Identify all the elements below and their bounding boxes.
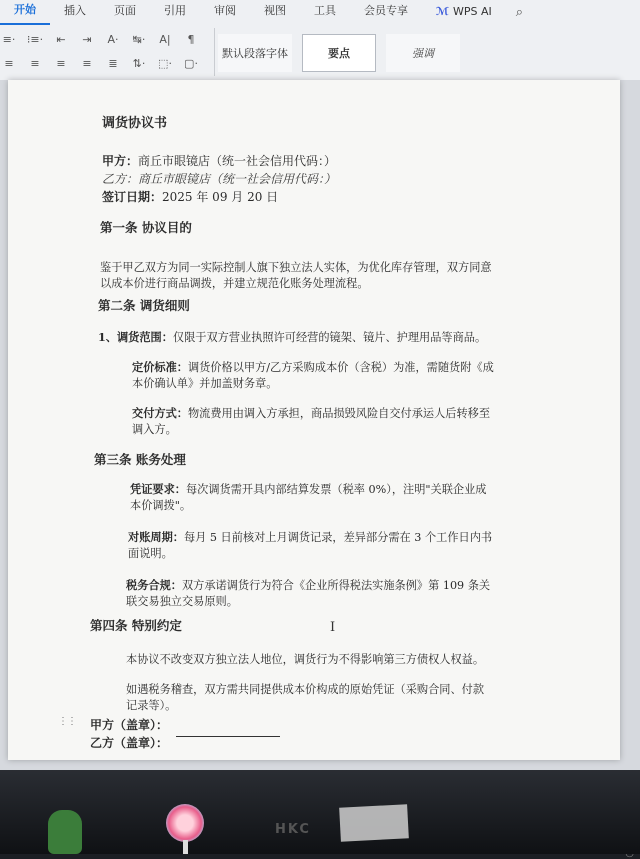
article-4-para1: 本协议不改变双方独立法人地位，调货行为不得影响第三方债权人权益。 — [126, 653, 485, 666]
line-spacing-icon[interactable]: ⇅· — [132, 56, 146, 70]
pricing-text-1: 调货价格以甲方/乙方采购成本价（含税）为准，需随货附《成 — [187, 361, 494, 374]
drag-handle-icon[interactable]: ⋮⋮ — [58, 716, 76, 727]
article-3-heading: 第三条 账务处理 — [94, 452, 186, 467]
doc-title: 调货协议书 — [102, 116, 168, 131]
numbered-list-icon[interactable]: ⁝≡· — [26, 32, 44, 46]
paragraph-tools — [0, 26, 215, 78]
align-right-icon[interactable]: ≡ — [56, 56, 66, 70]
recon-line1 — [128, 530, 492, 545]
decrease-indent-icon[interactable]: ⇤ — [56, 32, 66, 46]
tax-text-1: 双方承诺调货行为符合《企业所得税法实施条例》第 109 条关 — [181, 579, 491, 592]
seal-party-b: 乙方（盖章）： — [90, 736, 169, 750]
seal-party-a: 甲方（盖章）： — [90, 718, 169, 732]
article-4-para2-line2: 记录等）。 — [126, 699, 177, 712]
text-cursor-icon: I — [330, 620, 336, 635]
lollipop-stick — [183, 840, 188, 854]
wps-ai-icon: ℳ — [436, 5, 450, 18]
tax-label: 税务合规： — [126, 578, 182, 592]
shading-icon[interactable]: ⬚· — [158, 56, 172, 70]
justify-icon[interactable]: ≡ — [82, 56, 92, 70]
recon-line2: 面说明。 — [128, 547, 173, 560]
party-a-line — [102, 154, 336, 169]
green-figure-toy — [48, 810, 82, 854]
tab-wps-ai-label: WPS AI — [453, 5, 492, 18]
monitor-sticker — [339, 804, 409, 842]
tab-references[interactable]: 引用 — [164, 4, 186, 17]
tab-tools[interactable]: 工具 — [314, 4, 336, 17]
border-icon[interactable]: ▢· — [184, 56, 198, 70]
monitor-brand: HKC — [275, 822, 311, 837]
article-1-para-line2: 以成本价进行商品调拨，并建立规范化账务处理流程。 — [100, 277, 369, 290]
style-key-point[interactable]: 要点 — [302, 34, 376, 72]
voucher-line2: 本价调拨"。 — [130, 499, 192, 512]
text-direction-icon[interactable]: A| — [159, 32, 171, 46]
tab-home[interactable]: 开始 — [0, 0, 50, 25]
style-gallery — [218, 34, 460, 72]
article-1-heading: 第一条 协议目的 — [100, 220, 192, 235]
bullet-list-icon[interactable]: ≡· — [2, 32, 16, 46]
article-2-heading: 第二条 调货细则 — [98, 298, 190, 313]
show-marks-icon[interactable]: ¶ — [187, 32, 195, 46]
scope-label: 1、调货范围： — [98, 330, 173, 344]
tab-insert[interactable]: 插入 — [64, 4, 86, 17]
pricing-line1 — [132, 360, 494, 375]
scope-line — [98, 330, 486, 345]
party-a-text: 商丘市眼镜店（统一社会信用代码：） — [138, 154, 337, 168]
align-left-icon[interactable]: ≡ — [4, 56, 14, 70]
tab-view[interactable]: 视图 — [264, 4, 286, 17]
party-a-label: 甲方： — [102, 154, 139, 168]
ribbon-toolbar — [0, 0, 640, 81]
pricing-line2: 本价确认单》并加盖财务章。 — [132, 377, 278, 390]
recon-text-1: 每月 5 日前核对上月调货记录，差异部分需在 3 个工作日内书 — [183, 531, 493, 544]
align-center-icon[interactable]: ≡ — [30, 56, 40, 70]
search-icon[interactable]: ⌕ — [515, 4, 524, 20]
tab-member[interactable]: 会员专享 — [364, 4, 408, 17]
article-1-para-line1: 鉴于甲乙双方为同一实际控制人旗下独立法人实体，为优化库存管理，双方同意 — [100, 261, 492, 274]
document-page[interactable] — [8, 80, 620, 760]
voucher-text-1: 每次调货需开具内部结算发票（税率 0%），注明"关联企业成 — [185, 483, 487, 496]
scope-text: 仅限于双方营业执照许可经营的镜架、镜片、护理用品等商品。 — [172, 331, 487, 344]
sign-date-line — [102, 190, 278, 205]
toolbar-divider — [214, 28, 215, 76]
sign-date-value: 2025 年 09 月 20 日 — [162, 190, 279, 204]
style-default-paragraph-font[interactable]: 默认段落字体 — [218, 34, 292, 72]
ribbon-tabs — [0, 0, 640, 24]
tax-line2: 联交易独立交易原则。 — [126, 595, 238, 608]
voucher-line1 — [130, 482, 487, 497]
sign-date-label: 签订日期： — [102, 190, 163, 204]
increase-indent-icon[interactable]: ⇥ — [82, 32, 92, 46]
delivery-label: 交付方式： — [132, 406, 188, 420]
tab-wps-ai[interactable] — [422, 0, 506, 24]
tab-review[interactable]: 审阅 — [214, 4, 236, 17]
delivery-line2: 调入方。 — [132, 423, 177, 436]
distribute-icon[interactable]: ≣ — [108, 56, 118, 70]
voucher-label: 凭证要求： — [130, 482, 186, 496]
lollipop-toy — [166, 804, 204, 842]
tax-line1 — [126, 578, 490, 593]
style-emphasis[interactable]: 强调 — [386, 34, 460, 72]
document-area[interactable] — [0, 80, 640, 770]
recon-label: 对账周期： — [128, 530, 184, 544]
char-scale-icon[interactable]: A· — [107, 32, 119, 46]
delivery-line1 — [132, 406, 490, 421]
party-b-line: 乙方：商丘市眼镜店（统一社会信用代码：） — [102, 172, 337, 186]
delivery-text-1: 物流费用由调入方承担，商品损毁风险自交付承运人后转移至 — [187, 407, 491, 420]
pricing-label: 定价标准： — [132, 360, 188, 374]
tab-page[interactable]: 页面 — [114, 4, 136, 17]
tab-stop-icon[interactable]: ↹· — [132, 32, 146, 46]
monitor-bezel — [0, 770, 640, 854]
article-4-para2-line1: 如遇税务稽查，双方需共同提供成本价构成的原始凭证（采购合同、付款 — [126, 683, 485, 696]
article-4-heading: 第四条 特别约定 — [90, 618, 182, 633]
signature-line-a — [176, 736, 280, 737]
